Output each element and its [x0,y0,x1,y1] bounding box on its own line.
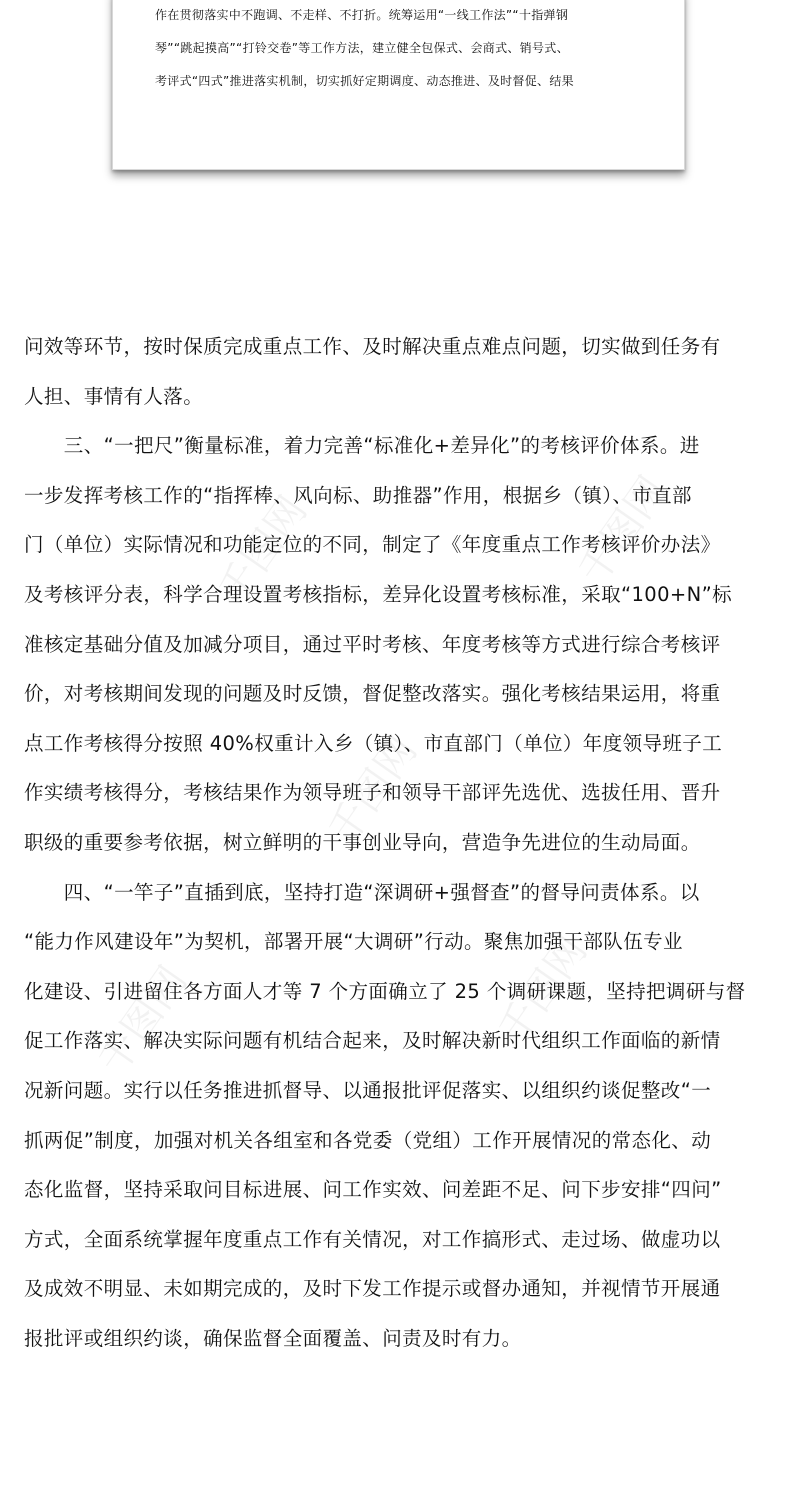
text-line: 准核定基础分值及加减分项目，通过平时考核、年度考核等方式进行综合考核评 [24,632,721,656]
watermark: 千图网 [319,728,427,853]
text-line: 作实绩考核得分，考核结果作为领导班子和领导干部评先选优、选拔任用、晋升 [24,781,721,805]
text-line: “能力作风建设年”为契机，部署开展“大调研”行动。聚焦加强干部队伍专业 [24,930,683,954]
text-line: 问效等环节，按时保质完成重点工作、及时解决重点难点问题，切实做到任务有 [24,335,721,358]
text-line: 职级的重要参考依据，树立鲜明的干事创业导向，营造争先进位的生动局面。 [24,830,701,854]
text-line: 价，对考核期间发现的问题及时反馈，督促整改落实。强化考核结果运用，将重 [24,682,721,706]
section-heading-line: 四、“一竿子”直插到底，坚持打造“深调研+强督查”的督导问责体系。以 [24,880,700,904]
watermark: 千图网 [209,488,317,613]
document-body [24,322,784,1363]
text-line: 及考核评分表，科学合理设置考核指标，差异化设置考核标准，采取“100+N”标 [24,582,733,606]
text-line: 方式，全面系统掌握年度重点工作有关情况，对工作搞形式、走过场、做虚功以 [24,1227,721,1251]
watermark: 千图网 [89,958,197,1083]
text-line: 点工作考核得分按照 40%权重计入乡（镇）、市直部门（单位）年度领导班子工 [24,731,723,755]
text-line: 人担、事情有人落。 [24,384,204,408]
text-line: 抓两促”制度，加强对机关各组室和各党委（党组）工作开展情况的常态化、动 [24,1128,712,1152]
watermark: 千图网 [489,928,597,1053]
watermark: 千图网 [569,468,677,593]
document-page-preview [112,0,685,170]
text-line: 促工作落实、解决实际问题有机结合起来，及时解决新时代组织工作面临的新情 [24,1029,721,1053]
text-line: 态化监督，坚持采取问目标进展、问工作实效、问差距不足、问下步安排“四问” [24,1178,722,1202]
card-line: 作在贯彻落实中不跑调、不走样、不打折。统筹运用“一线工作法”“十指弹钢 [155,8,569,22]
text-line: 门（单位）实际情况和功能定位的不同，制定了《年度重点工作考核评价办法》 [24,533,721,557]
card-line: 琴”“跳起摸高”“打铃交卷”等工作方法，建立健全包保式、会商式、销号式、 [155,41,569,55]
text-line: 一步发挥考核工作的“指挥棒、风向标、助推器”作用，根据乡（镇）、市直部 [24,483,692,507]
card-line: 考评式“四式”推进落实机制，切实抓好定期调度、动态推进、及时督促、结果 [155,74,574,88]
page-preview-text [155,0,675,98]
text-line: 报批评或组织约谈，确保监督全面覆盖、问责及时有力。 [24,1326,522,1350]
text-line: 况新问题。实行以任务推进抓督导、以通报批评促落实、以组织约谈促整改“一 [24,1078,712,1102]
section-heading-line: 三、“一把尺”衡量标准，着力完善“标准化+差异化”的考核评价体系。进 [24,434,700,458]
text-line: 及成效不明显、未如期完成的，及时下发工作提示或督办通知，并视情节开展通 [24,1277,721,1301]
text-line: 化建设、引进留住各方面人才等 7 个方面确立了 25 个调研课题，坚持把调研与督 [24,979,746,1003]
